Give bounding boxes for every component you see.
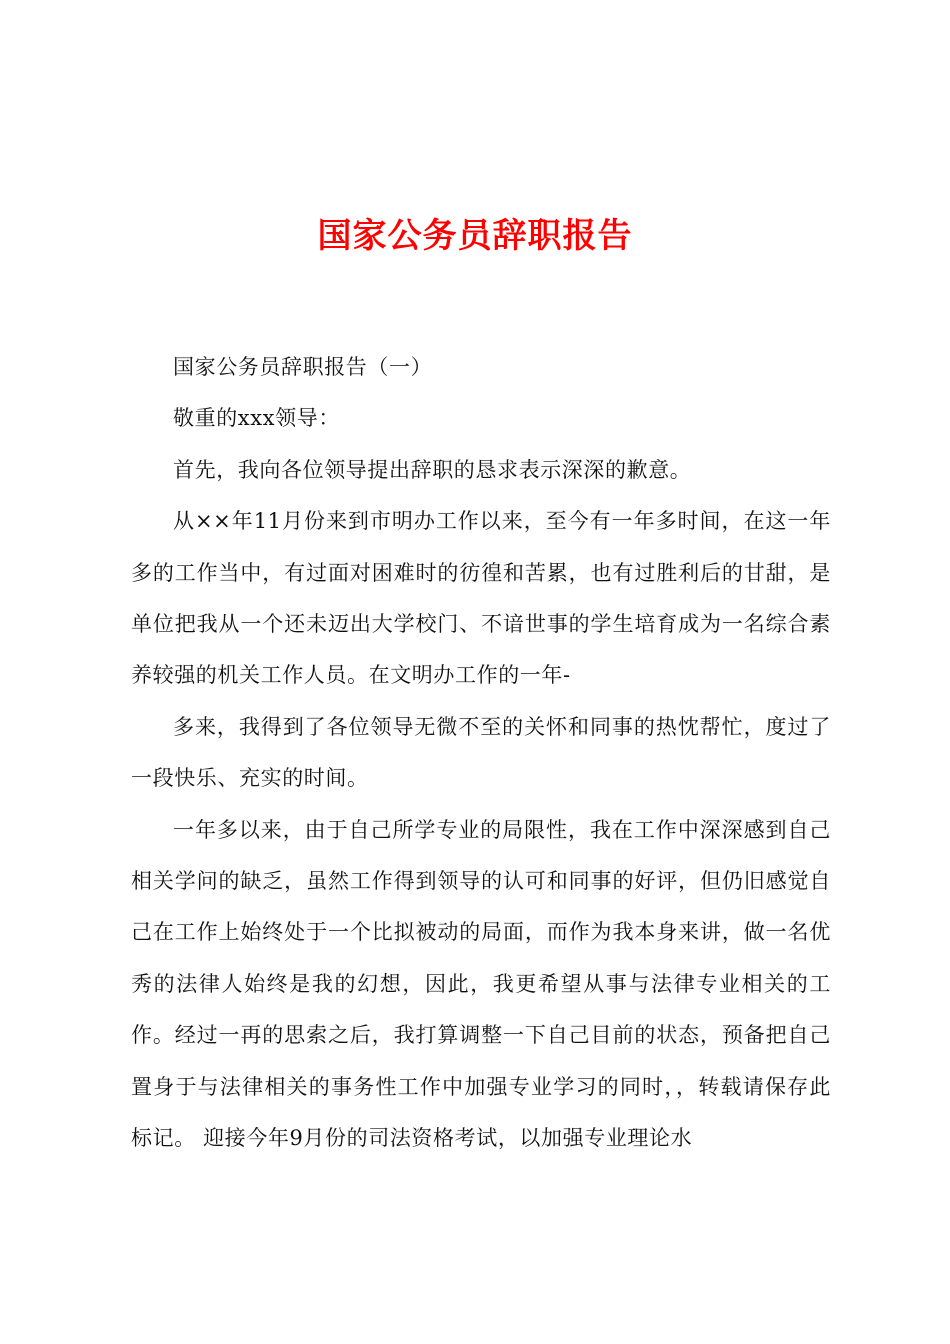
document-title: 国家公务员辞职报告 xyxy=(317,216,633,256)
paragraph: 多来，我得到了各位领导无微不至的关怀和同事的热忱帮忙，度过了一段快乐、充实的时间。 xyxy=(131,714,831,791)
paragraph: 首先，我向各位领导提出辞职的恳求表示深深的歉意。 xyxy=(173,457,692,482)
paragraph-heading: 国家公务员辞职报告（一） xyxy=(173,355,433,379)
document-body xyxy=(131,342,831,1165)
paragraph: 从××年11月份来到市明办工作以来，至今有一年多时间，在这一年多的工作当中，有过面对困难时的彷徨和苦累，也有过胜利后的甘甜，是单位把我从一个还未迈出大学校门、不谙世事的学生培育成为一名综合素养较强的机关工作人员。在文明办工作的一年- xyxy=(131,509,831,688)
paragraph-salutation: 敬重的xxx领导： xyxy=(173,406,340,431)
paragraph: 一年多以来，由于自己所学专业的局限性，我在工作中深深感到自己相关学问的缺乏，虽然工作得到领导的认可和同事的好评，但仍旧感觉自己在工作上始终处于一个比拟被动的局面，而作为我本身来讲，做一名优秀的法律人始终是我的幻想，因此，我更希望从事与法律专业相关的工作。经过一再的思索之后，我打算调整一下自己目前的状态，预备把自己置身于与法律相关的事务性工作中加强专业学习的同时，，转载请保存此标记。 迎接今年9月份的司法资格考试，以加强专业理论水 xyxy=(131,817,831,1151)
